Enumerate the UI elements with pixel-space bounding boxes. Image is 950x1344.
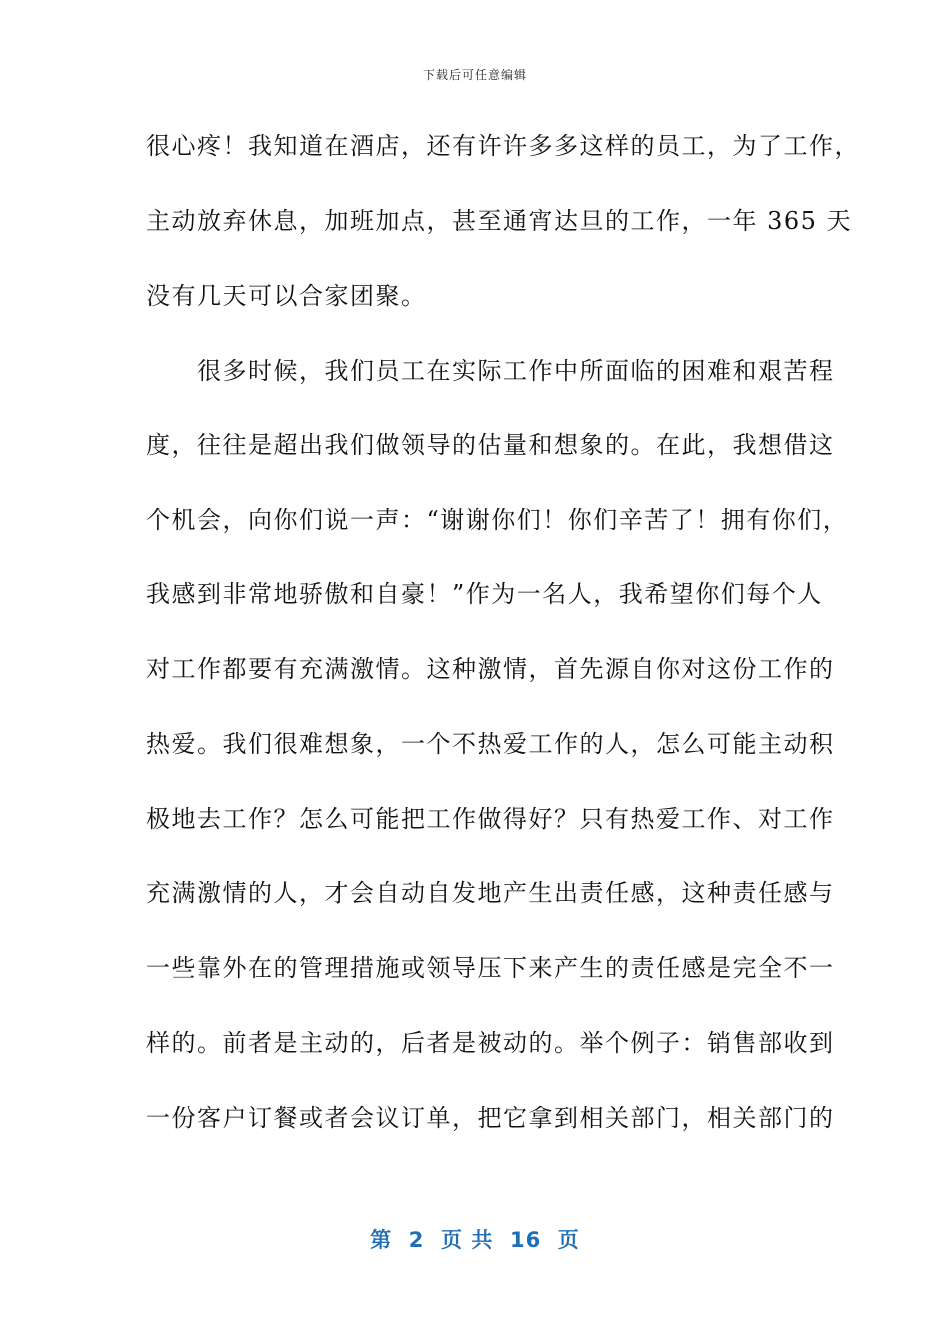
page-number-text: 第 2 页 共 16 页 — [370, 1228, 580, 1252]
text-line: 对工作都要有充满激情。这种激情，首先源自你对这份工作的 — [146, 655, 835, 683]
text-line: 度，往往是超出我们做领导的估量和想象的。在此，我想借这 — [146, 431, 835, 459]
page-header: 下载后可任意编辑 — [422, 68, 527, 82]
text-line: 极地去工作？怎么可能把工作做得好？只有热爱工作、对工作 — [146, 805, 835, 833]
text-line: 充满激情的人，才会自动自发地产生出责任感，这种责任感与 — [146, 879, 835, 907]
text-line: 热爱。我们很难想象，一个不热爱工作的人，怎么可能主动积 — [146, 730, 835, 758]
text-line: 我感到非常地骄傲和自豪！”作为一名人，我希望你们每个人 — [146, 580, 823, 608]
text-line: 一份客户订餐或者会议订单，把它拿到相关部门，相关部门的 — [146, 1104, 835, 1132]
text-line: 个机会，向你们说一声：“谢谢你们！你们辛苦了！拥有你们， — [146, 506, 849, 534]
text-line: 没有几天可以合家团聚。 — [146, 282, 427, 310]
text-line: 一些靠外在的管理措施或领导压下来产生的责任感是完全不一 — [146, 954, 835, 982]
text-line: 很心疼！我知道在酒店，还有许许多多这样的员工，为了工作， — [146, 132, 860, 160]
text-line: 主动放弃休息，加班加点，甚至通宵达旦的工作，一年 365 天 — [146, 207, 853, 235]
paragraph-first-line: 很多时候，我们员工在实际工作中所面临的困难和艰苦程 — [146, 357, 835, 385]
text-line: 样的。前者是主动的，后者是被动的。举个例子：销售部收到 — [146, 1029, 835, 1057]
page-number — [0, 1224, 950, 1254]
